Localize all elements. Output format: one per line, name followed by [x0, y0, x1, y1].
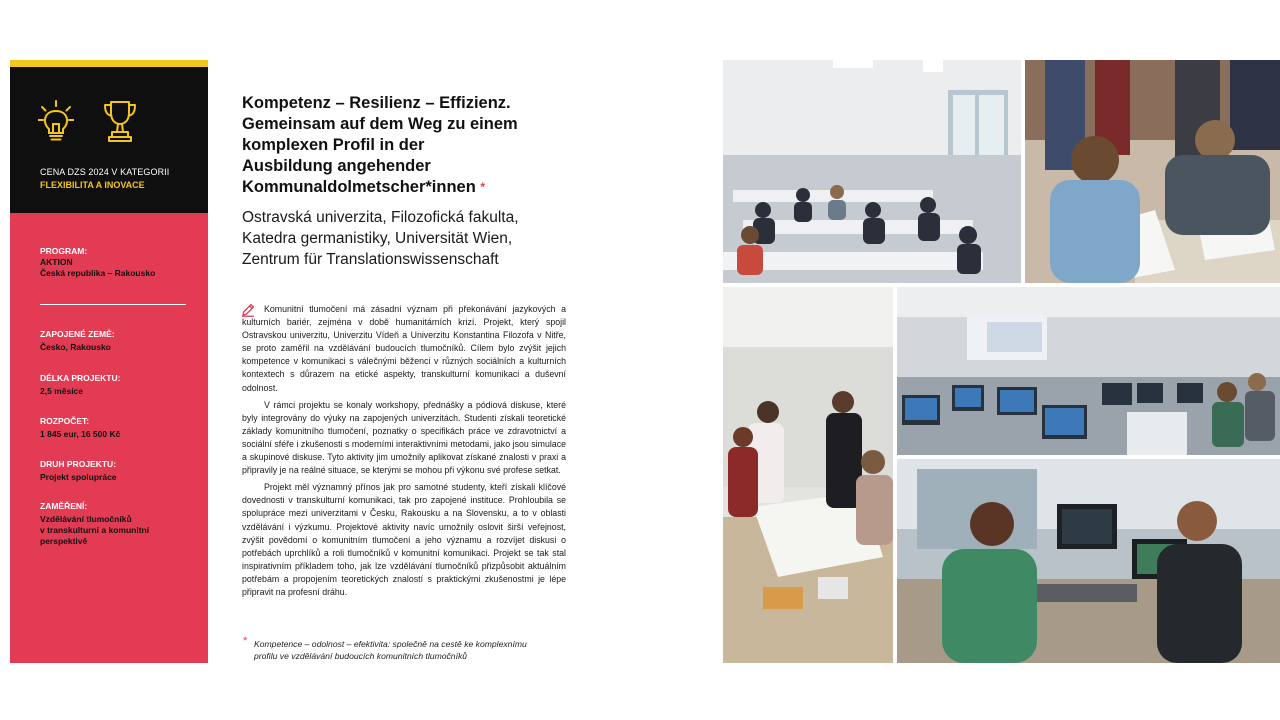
- program-label: PROGRAM:: [40, 246, 88, 256]
- project-info-sidebar: [10, 60, 208, 663]
- focus-line: perspektivě: [40, 536, 88, 546]
- group-discussion-photo: [723, 287, 893, 663]
- subtitle-line: Ostravská univerzita, Filozofická fakulta,: [242, 209, 519, 226]
- award-box: [10, 67, 208, 213]
- countries-label: ZAPOJENÉ ZEMĚ:: [40, 329, 115, 339]
- students-reading-photo: [1025, 60, 1280, 283]
- lightbulb-icon: [38, 99, 74, 143]
- interpreter-booth-photo: [897, 459, 1280, 663]
- budget-value: 1 845 eur, 16 500 Kč: [40, 429, 121, 439]
- yellow-stripe: [10, 60, 208, 67]
- award-icons: [38, 99, 138, 143]
- subtitle-line: Zentrum für Translationswissenschaft: [242, 251, 499, 268]
- article-body: [242, 303, 566, 603]
- title-line: Kompetenz – Resilienz – Effizienz.: [242, 94, 511, 112]
- title-line-text: Kommunaldolmetscher*innen: [242, 178, 476, 196]
- subtitle-line: Katedra germanistiky, Universität Wien,: [242, 230, 513, 247]
- duration-info: [40, 373, 200, 397]
- title-line: komplexen Profil in der: [242, 136, 425, 154]
- award-category-name: FLEXIBILITA A INOVACE: [40, 180, 145, 190]
- footnote-line: Kompetence – odolnost – efektivita: společně na cestě ke komplexnímu: [254, 639, 527, 649]
- classroom-students-photo: [723, 60, 1021, 283]
- project-type-info: [40, 459, 200, 483]
- program-detail: Česká republika – Rakousko: [40, 268, 156, 278]
- focus-label: ZAMĚŘENÍ:: [40, 501, 88, 511]
- article-title: [242, 93, 562, 198]
- countries-info: [40, 329, 200, 353]
- footnote-line: profilu ve vzdělávání budoucích komunitních tlumočníků: [254, 651, 468, 661]
- focus-line: v transkulturní a komunitní: [40, 525, 150, 535]
- title-translation-footnote: [243, 635, 566, 662]
- program-name: AKTION: [40, 257, 73, 267]
- sidebar-divider: [40, 304, 186, 305]
- trophy-icon: [102, 99, 138, 143]
- project-type-value: Projekt spolupráce: [40, 472, 117, 482]
- project-type-label: DRUH PROJEKTU:: [40, 459, 117, 469]
- title-footnote-mark: *: [480, 180, 486, 194]
- award-category-label: CENA DZS 2024 V KATEGORII: [40, 167, 170, 177]
- footnote-mark: *: [243, 635, 248, 647]
- title-line: [242, 177, 562, 198]
- focus-info: [40, 501, 200, 547]
- body-paragraph: V rámci projektu se konaly workshopy, přednášky a pódiová diskuse, které byly integrovány do výuky na zapojených univerzitách. Studenti získali teoretické základy komunitního tlumočení, poznatky o specifikách práce ve zdravotnictví a sociální sféře i zkušenosti s moderními interaktivními metodami, jako jsou simulace a skupinové diskuse. Tyto aktivity jim umožnily aplikovat získané znalosti v praxi a připravily je na reálné situace, se kterými se mohou při výkonu své profese setkat.: [242, 399, 566, 476]
- budget-label: ROZPOČET:: [40, 416, 90, 426]
- budget-info: [40, 416, 200, 440]
- countries-value: Česko, Rakousko: [40, 342, 111, 352]
- title-line: Gemeinsam auf dem Weg zu einem: [242, 115, 518, 133]
- computer-lab-photo: [897, 287, 1280, 455]
- title-line: Ausbildung angehender: [242, 157, 431, 175]
- program-info: [40, 246, 200, 279]
- duration-value: 2,5 měsíce: [40, 386, 84, 396]
- article-subtitle: [242, 207, 572, 270]
- duration-label: DÉLKA PROJEKTU:: [40, 373, 121, 383]
- project-details-box: [10, 213, 208, 663]
- body-paragraph: Projekt měl významný přínos jak pro samotné studenty, kteří získali klíčové dovednosti v transkulturní komunikaci, tak pro zapojené instituce. Prohloubila se spolupráce mezi univerzitami v Česku, Rakousku a na Slovensku, a to v oblasti vzdělávání i výzkumu. Projektové aktivity navíc umožnily oslovit širší veřejnost, zvýšit povědomí o komunitním tlumočení a jeho významu a rozvíjet diskusi o potřebách uprchlíků a roli tlumočníků v komunitní komunikaci. Projekt se tak stal inspirativním příkladem toho, jak lze vzdělávání tlumočníků přizpůsobit aktuálním potřebám a propojením teoretických znalostí s praktickými zkušenostmi je lépe připravit na profesní dráhu.: [242, 482, 566, 597]
- body-paragraph: Komunitní tlumočení má zásadní význam při překonávání jazykových a kulturních bariér, zejména v době humanitárních krizí. Projekt, který spojil Ostravskou univerzitu, Univerzitu Vídeň a Univerzitu Konstantina Filozofa v Nitře, se proto zaměřil na vzdělávání budoucích tlumočníků. Cílem bylo zvýšit jejich kompetence v komunikaci s válečnými běženci v různých sociálních a kulturních kontextech s důrazem na etické aspekty, transkulturní komunikaci a duševní odolnost.: [242, 304, 566, 393]
- focus-line: Vzdělávání tlumočníků: [40, 514, 132, 524]
